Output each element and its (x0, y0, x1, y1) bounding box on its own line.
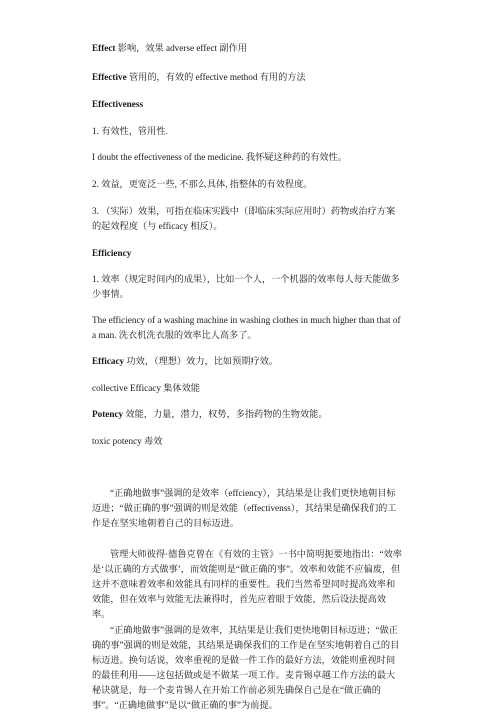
body-paragraph: “正确地做事”强调的是效率（effciency），其结果是让我们更快地朝目标迈进；“做正确的事”强调的则是效能（effectivenss），其结果是确保我们的工作是在坚实地朝着自己的目标迈进。 (92, 488, 397, 528)
term: Potency (92, 409, 124, 419)
entry-effectiveness (92, 97, 404, 112)
entry-potency (92, 407, 404, 422)
entry-effect (92, 41, 404, 56)
definition: 功效，（理想）效力，比如预期疗效。 (124, 356, 279, 366)
sense-line: 1. 有效性，管用性. (92, 126, 168, 136)
entry-effective (92, 70, 404, 85)
definition: 影响，效果 adverse effect 副作用 (115, 43, 247, 53)
entry-efficacy (92, 354, 404, 369)
entry-efficiency (92, 246, 404, 261)
term: Efficiency (92, 248, 132, 258)
definition: 效能，力量，潜力，权势，多指药物的生物效能。 (123, 409, 328, 419)
example-line: collective Efficacy 集体效能 (92, 383, 200, 393)
term: Effectiveness (92, 99, 144, 109)
body-paragraph: “正确地做事”强调的是效率，其结果是让我们更快地朝目标迈进；“做正确的事”强调的则是效能，其结果是确保我们的工作是在坚实地朝着自己的目标迈进。换句话说，效率重视的是做一件工作的最好方法，效能则重视时间的最佳利用——这包括做或是不做某一项工作。麦肯锡卓越工作方法的最大秘诀就是，每一个麦肯锡人在开始工作前必须先确保自己是在“做正确的事”。“正确地做事”是以“做正确的事”为前提。 (92, 625, 400, 710)
sense-line: 1. 效率（规定时间内的成果），比如一个人，一个机器的效率每人每天能做多少事情。 (92, 274, 400, 299)
term: Effective (92, 72, 127, 82)
example-line: toxic potency 毒效 (92, 436, 163, 446)
body-paragraph: 管理大师彼得·德鲁克曾在《有效的主管》一书中简明扼要地指出：“效率是‘以正确的方式做事’，而效能则是“做正确的事”。效率和效能不应偏废，但这并不意味着效率和效能具有同样的重要性。我们当然希望同时提高效率和效能，但在效率与效能无法兼得时，首先应着眼于效能，然后设法提高效率。 (92, 549, 402, 619)
example-line: I doubt the effectiveness of the medicine. 我怀疑这种药的有效性。 (92, 152, 347, 162)
term: Effect (92, 43, 116, 53)
sense-line: 3. （实际）效果，可指在临床实践中（即临床实际应用时）药物或治疗方案的起效程度（与 efficacy 相反）。 (92, 206, 396, 231)
example-line: The efficiency of a washing machine in washing clothes in much higher than that of a man. 洗衣机洗衣服的效率比人高多了。 (92, 315, 401, 340)
term: Efficacy (92, 356, 125, 366)
sense-line: 2. 效益，更宽泛一些, 不那么具体, 指整体的有效程度。 (92, 179, 313, 189)
definition: 管用的，有效的 effective method 有用的方法 (126, 72, 306, 82)
